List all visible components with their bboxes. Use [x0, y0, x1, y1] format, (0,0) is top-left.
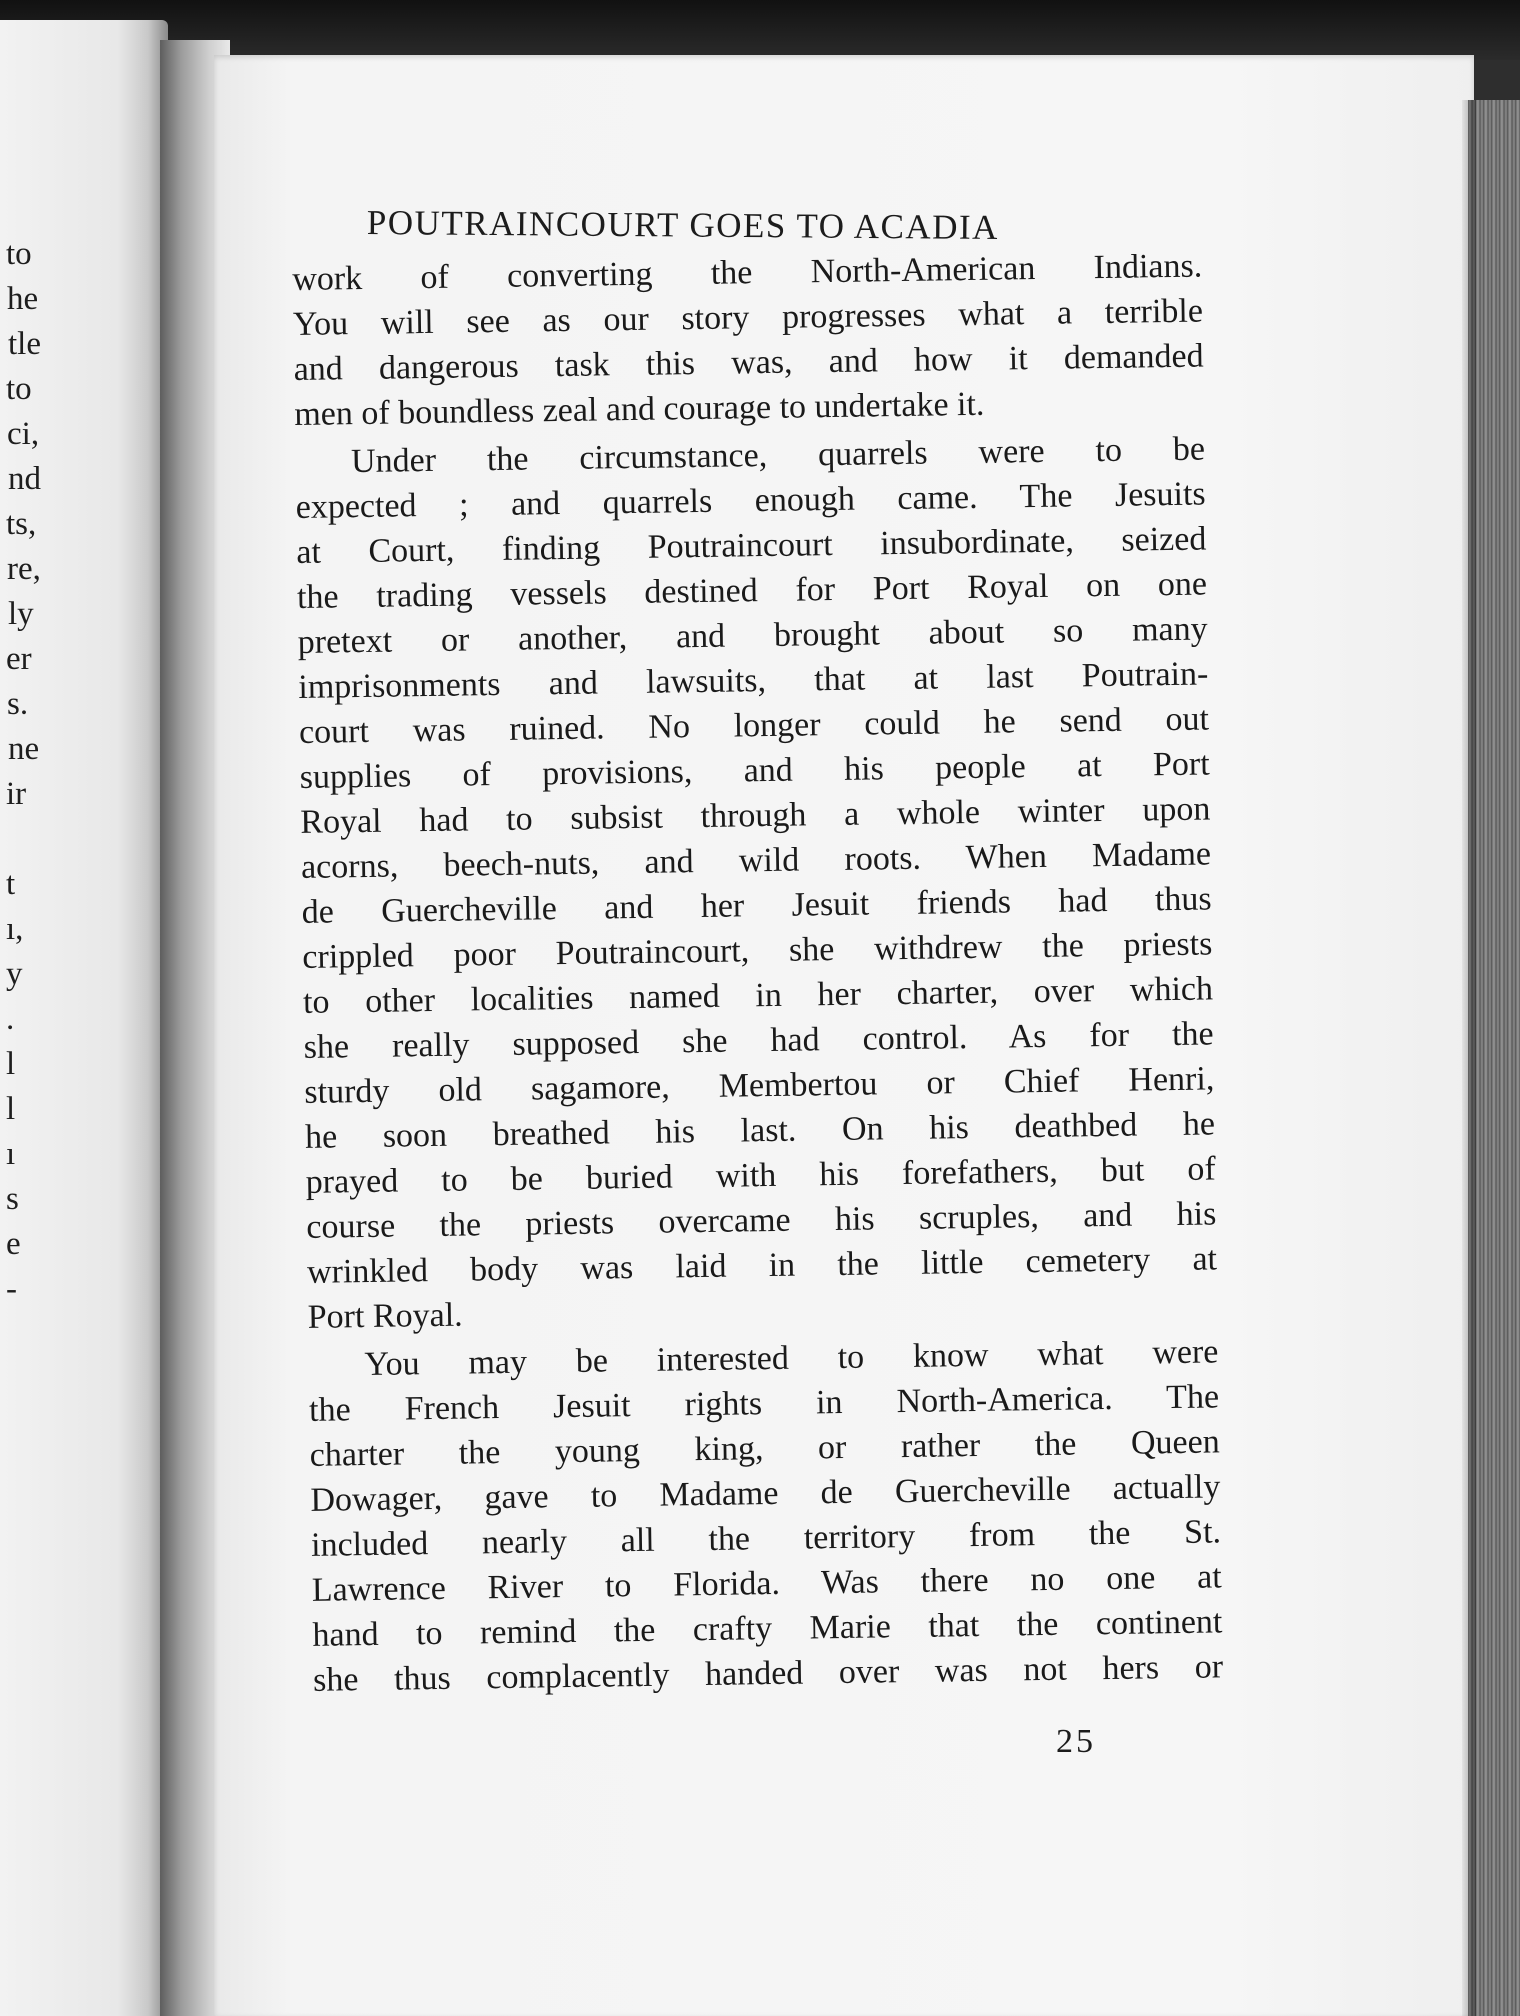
- paragraph: [292, 244, 1205, 437]
- text-line: crippled poor Poutraincourt, she withdrew the priests: [302, 925, 1213, 976]
- left-page-fragment: l: [6, 1091, 16, 1127]
- text-line: acorns, beech-nuts, and wild roots. When Madame: [300, 835, 1212, 886]
- text-line: Under the circumstance, quarrels were to be: [350, 430, 1206, 481]
- paragraph: [308, 1329, 1223, 1702]
- left-page-fragment: tle: [8, 326, 41, 362]
- text-line: supplies of provisions, and his people at Port: [299, 745, 1210, 796]
- text-line: Lawrence River to Florida. Was there no one at: [311, 1558, 1222, 1609]
- text-line: imprisonments and lawsuits, that at last Poutrain-: [298, 655, 1209, 706]
- left-page-fragment: ci,: [7, 416, 40, 452]
- text-line: she thus complacently handed over was not hers or: [312, 1648, 1224, 1699]
- text-line: Royal had to subsist through a whole winter upon: [300, 790, 1211, 841]
- text-line: court was ruined. No longer could he send out: [298, 700, 1210, 751]
- text-line: You may be interested to know what were: [364, 1333, 1219, 1384]
- left-page-fragment: re,: [7, 551, 41, 587]
- left-page-fragment: e: [6, 1226, 21, 1262]
- left-page-fragment: -: [6, 1271, 17, 1307]
- text-line: he soon breathed his last. On his deathbed he: [304, 1105, 1216, 1156]
- text-line: the French Jesuit rights in North-America. The: [308, 1378, 1220, 1429]
- left-page-fragment: t: [6, 866, 16, 902]
- left-page-fragment: .: [6, 1001, 15, 1037]
- text-line: wrinkled body was laid in the little cemetery at: [306, 1240, 1218, 1291]
- left-page-fragment: he: [7, 281, 39, 317]
- text-line: hand to remind the crafty Marie that the continent: [312, 1603, 1223, 1654]
- text-line: work of converting the North-American Indians.: [292, 247, 1203, 298]
- left-page-fragment: ı,: [6, 911, 24, 947]
- paragraph: [295, 426, 1218, 1339]
- text-line: included nearly all the territory from the St.: [310, 1513, 1222, 1564]
- text-line: she really supposed she had control. As for the: [303, 1015, 1214, 1066]
- left-page-fragment: to: [6, 236, 32, 272]
- text-line: sturdy old sagamore, Membertou or Chief Henri,: [304, 1060, 1215, 1111]
- left-page-fragment: nd: [8, 461, 41, 497]
- text-line: and dangerous task this was, and how it demanded: [293, 337, 1204, 388]
- page-edge-shade: [1462, 100, 1476, 2016]
- running-header: POUTRAINCOURT GOES TO ACADIA: [366, 203, 1000, 247]
- text-line: charter the young king, or rather the Queen: [309, 1423, 1220, 1474]
- left-page-fragment: s: [6, 1181, 19, 1217]
- left-page-fragment: ne: [8, 731, 40, 767]
- left-page-fragment: er: [6, 641, 32, 677]
- text-line: Dowager, gave to Madame de Guercheville actually: [310, 1468, 1221, 1519]
- text-line: expected ; and quarrels enough came. The Jesuits: [295, 475, 1206, 526]
- text-line: prayed to be buried with his forefathers, but of: [305, 1150, 1216, 1201]
- left-page-fragment: ı: [6, 1136, 16, 1172]
- left-page-fragment: to: [6, 371, 32, 407]
- text-line: at Court, finding Poutraincourt insubordinate, seized: [296, 520, 1207, 571]
- left-facing-page: [0, 20, 168, 2016]
- left-page-fragment: ir: [6, 776, 27, 812]
- page-number: 25: [1056, 1723, 1096, 1760]
- left-page-fragment: s.: [7, 686, 29, 722]
- text-line: de Guercheville and her Jesuit friends had thus: [301, 880, 1212, 931]
- text-line: the trading vessels destined for Port Royal on one: [296, 565, 1208, 616]
- text-line: to other localities named in her charter, over which: [302, 970, 1214, 1021]
- text-line: Port Royal.: [307, 1296, 463, 1336]
- text-line: pretext or another, and brought about so many: [297, 610, 1208, 661]
- text-line: course the priests overcame his scruples, and his: [306, 1195, 1217, 1246]
- body-text: [292, 244, 1223, 1706]
- text-line: You will see as our story progresses what a terrible: [292, 292, 1204, 343]
- left-page-fragment: l: [6, 1046, 16, 1082]
- left-page-fragment: y: [6, 956, 23, 992]
- text-line: men of boundless zeal and courage to undertake it.: [294, 385, 985, 433]
- left-page-fragment: ly: [8, 596, 34, 632]
- left-page-fragment: ts,: [6, 506, 37, 542]
